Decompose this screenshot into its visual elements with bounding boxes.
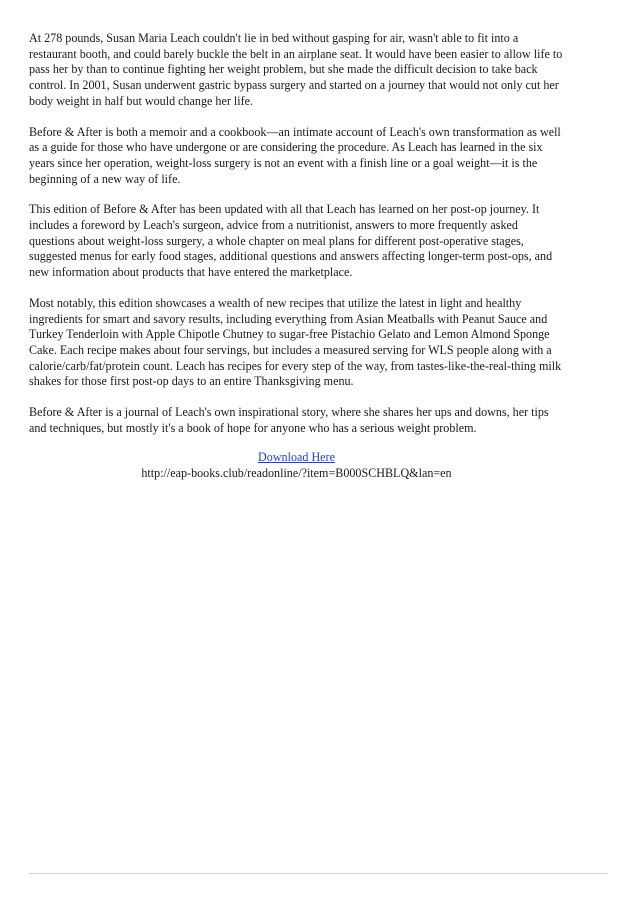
document-body (29, 31, 564, 482)
paragraph-edition-updates: This edition of Before & After has been updated with all that Leach has learned on her post-op journey. It includes a foreword by Leach's surgeon, advice from a nutritionist, answers to more frequently asked questions about weight-loss surgery, a whole chapter on meal plans for different post-operative stages, suggested menus for early food stages, additional questions and answers affecting longer-term post-ops, and new information about products that have entered the marketplace. (29, 202, 553, 280)
download-section (29, 450, 564, 481)
paragraph-memoir-cookbook: Before & After is both a memoir and a cookbook—an intimate account of Leach's own transformation as well as a guide for those who have undergone or are considering the procedure. As Leach has learned in the six years since her operation, weight-loss surgery is not an event with a finish line or a goal weight—it is the beginning of a new way of life. (29, 124, 561, 186)
paragraph-closing: Before & After is a journal of Leach's own inspirational story, where she shares her ups and downs, her tips and techniques, but mostly it's a book of hope for anyone who has a serious weight problem. (29, 405, 549, 435)
page-divider (29, 873, 608, 874)
paragraph-recipes: Most notably, this edition showcases a wealth of new recipes that utilize the latest in light and healthy ingredients for smart and savory results, including everything from Asian Meatballs with Peanut Sauce and Turkey Tenderloin with Apple Chipotle Chutney to sugar-free Pistachio Gelato and Lemon Almond Sponge Cake. Each recipe makes about four servings, but includes a measured serving for WLS people along with a calorie/carb/fat/protein count. Leach has recipes for every step of the way, from tastes-like-the-real-thing milk shakes for those first post-op days to an entire Thanksgiving menu. (29, 295, 562, 389)
download-link[interactable]: Download Here (258, 450, 335, 465)
download-url-text: http://eap-books.club/readonline/?item=B000SCHBLQ&lan=en (141, 466, 452, 481)
paragraph-intro: At 278 pounds, Susan Maria Leach couldn't lie in bed without gasping for air, wasn't able to fit into a restaurant booth, and could barely buckle the belt in an airplane seat. It would have been easier to allow life to pass her by than to continue fighting her weight problem, but she made the difficult decision to take back control. In 2001, Susan underwent gastric bypass surgery and started on a journey that would not only cut her body weight in half but would change her life. (29, 31, 563, 108)
